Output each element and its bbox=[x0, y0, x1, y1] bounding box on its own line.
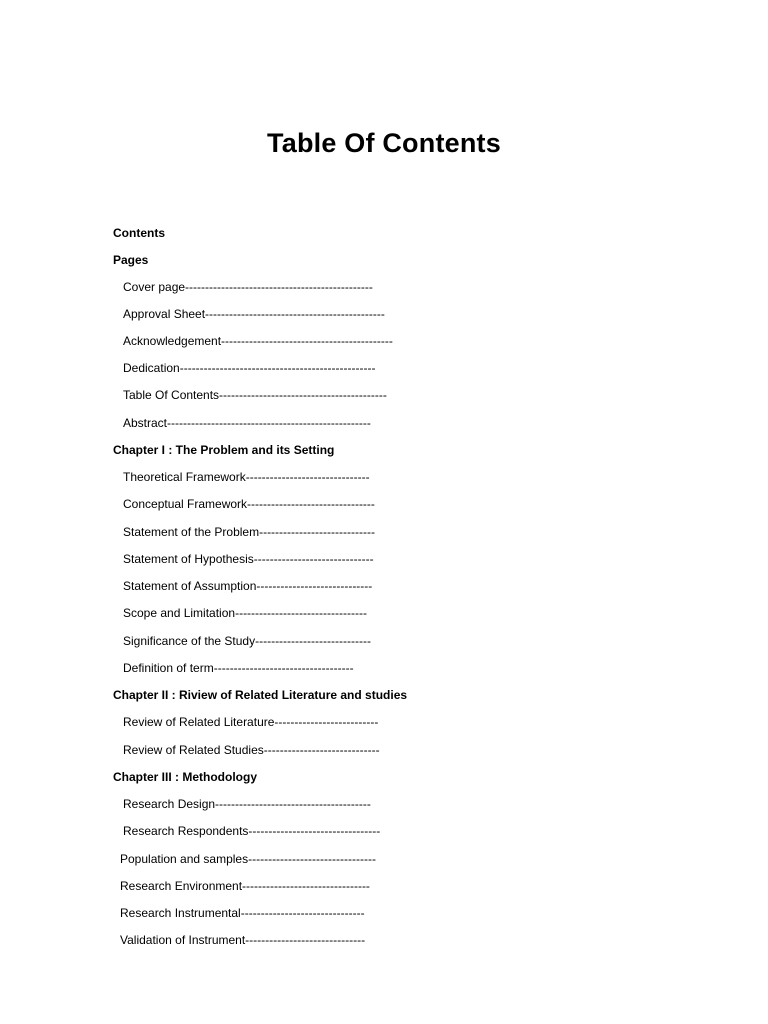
toc-heading-contents: Contents bbox=[113, 226, 165, 240]
toc-entry: Theoretical Framework------------------------------- bbox=[123, 470, 370, 484]
toc-chapter-heading: Chapter III : Methodology bbox=[113, 770, 257, 784]
toc-entry: Review of Related Literature-------------------------- bbox=[123, 715, 379, 729]
toc-entry: Cover page----------------------------------------------- bbox=[123, 280, 373, 294]
toc-entry: Abstract--------------------------------------------------- bbox=[123, 416, 371, 430]
toc-entry: Research Respondents--------------------------------- bbox=[123, 824, 381, 838]
toc-entry: Significance of the Study----------------------------- bbox=[123, 634, 371, 648]
toc-entry: Research Design--------------------------------------- bbox=[123, 797, 371, 811]
toc-entry: Approval Sheet--------------------------------------------- bbox=[123, 307, 385, 321]
toc-entry: Statement of Hypothesis------------------------------ bbox=[123, 552, 374, 566]
toc-entry: Statement of the Problem----------------------------- bbox=[123, 525, 375, 539]
page-title: Table Of Contents bbox=[267, 128, 501, 158]
toc-entry: Acknowledgement------------------------------------------- bbox=[123, 334, 393, 348]
toc-entry: Definition of term----------------------------------- bbox=[123, 661, 354, 675]
toc-entry: Table Of Contents------------------------------------------ bbox=[123, 388, 387, 402]
toc-chapter-heading: Chapter II : Riview of Related Literature and studies bbox=[113, 688, 408, 702]
toc-chapter-heading: Chapter I : The Problem and its Setting bbox=[113, 443, 335, 457]
toc-entry: Validation of Instrument------------------------------ bbox=[120, 933, 366, 947]
toc-entry: Review of Related Studies----------------------------- bbox=[123, 743, 380, 757]
toc-entry: Statement of Assumption----------------------------- bbox=[123, 579, 373, 593]
toc-entry: Research Environment-------------------------------- bbox=[120, 879, 370, 893]
toc-entry: Dedication------------------------------------------------- bbox=[123, 361, 376, 375]
toc-entry: Conceptual Framework-------------------------------- bbox=[123, 497, 375, 511]
toc-entry: Research Instrumental------------------------------- bbox=[120, 906, 365, 920]
toc-entry: Scope and Limitation--------------------------------- bbox=[123, 606, 367, 620]
toc-heading-pages: Pages bbox=[113, 253, 149, 267]
toc-entry: Population and samples-------------------------------- bbox=[120, 852, 376, 866]
